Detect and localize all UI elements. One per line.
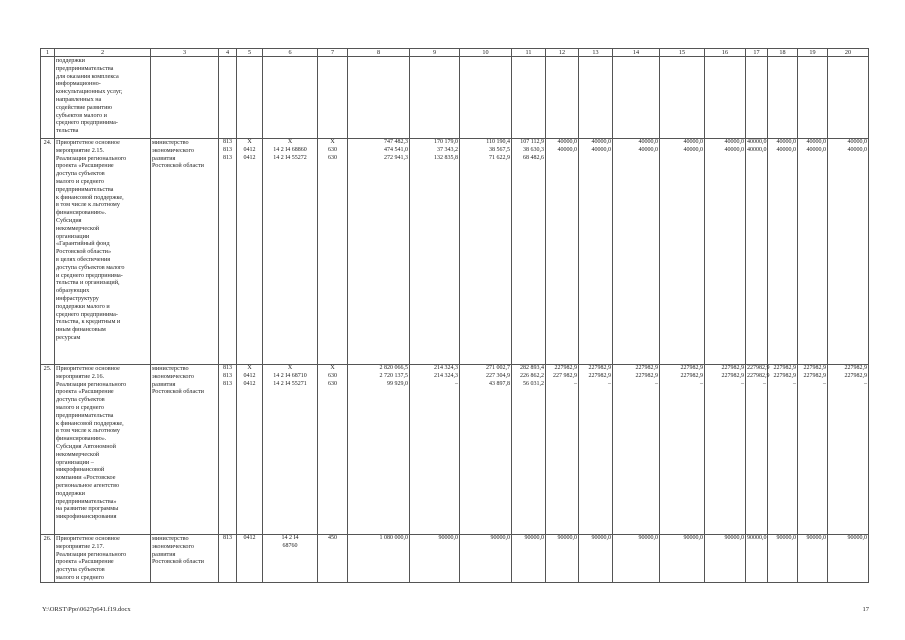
value-cell <box>348 139 410 365</box>
value-line <box>829 155 867 163</box>
value-cell <box>512 535 546 583</box>
value-line: X <box>287 365 293 371</box>
value-line: 227982,9 <box>803 365 826 371</box>
value-cell <box>579 535 613 583</box>
value-line <box>661 155 703 163</box>
column-number: 13 <box>579 49 613 57</box>
value-cell <box>613 535 660 583</box>
value-cell <box>219 57 237 139</box>
value-line: 226 862,2 <box>520 372 544 379</box>
value-line: 813 <box>223 372 232 379</box>
value-line: – <box>793 380 796 387</box>
value-cell <box>798 365 828 535</box>
column-number: 16 <box>705 49 746 57</box>
responsible-executor: министерство экономического развития Ростовской области <box>151 365 219 535</box>
value-cell <box>660 139 705 365</box>
budget-table <box>40 48 869 583</box>
value-line: 40000,0 <box>776 146 796 153</box>
value-line: 68 482,6 <box>523 154 544 161</box>
value-cell <box>546 139 579 365</box>
value-cell <box>768 57 798 139</box>
value-cell <box>219 365 237 535</box>
value-line: 90000,0 <box>490 535 510 541</box>
column-number: 3 <box>151 49 219 57</box>
value-cell <box>546 535 579 583</box>
value-cell <box>828 139 869 365</box>
value-cell <box>348 535 410 583</box>
value-line: 227982,9 <box>747 365 770 371</box>
value-line: 99 929,0 <box>387 380 408 387</box>
value-cell <box>546 57 579 139</box>
value-cell <box>705 57 746 139</box>
value-cell <box>237 57 263 139</box>
value-line: 227982,9 <box>635 372 658 379</box>
value-cell <box>613 365 660 535</box>
table-row <box>41 139 869 365</box>
value-line: 38 630,3 <box>523 146 544 153</box>
value-line: 14 2 I4 55272 <box>273 154 307 161</box>
value-cell <box>798 535 828 583</box>
measure-description: поддержки предпринимательства для оказания комплекса информационно- консультационных услуг, направленных на содействие развитию субъектов малого и среднего предпринима- тельства <box>55 57 151 139</box>
column-number: 8 <box>348 49 410 57</box>
value-cell <box>348 365 410 535</box>
row-number: 24. <box>41 139 55 365</box>
value-cell <box>348 57 410 139</box>
column-number: 1 <box>41 49 55 57</box>
value-line: 227982,9 <box>588 372 611 379</box>
value-line: – <box>655 380 658 387</box>
column-number: 2 <box>55 49 151 57</box>
value-line: 227982,9 <box>588 365 611 371</box>
value-line: 14 2 I4 68710 <box>273 372 307 379</box>
value-line: 90000,0 <box>683 535 703 541</box>
value-line: 90000,0 <box>806 535 826 541</box>
measure-description: Приоритетное основное мероприятие 2.16. Реализация регионального проекта «Расширение доступа субъектов малого и среднего предпринимательства к финансовой поддержке, в том числе к льготному финансированию». Субсидия Автономной некоммерческой организации – микрофинансовой компании «Ростовское региональное агентство поддержки предпринимательства» на развитие программы микрофинансирования <box>55 365 151 535</box>
value-line <box>547 155 577 163</box>
value-line: 56 031,2 <box>523 380 544 387</box>
value-cell <box>746 139 768 365</box>
value-line: 214 324,3 <box>434 372 458 379</box>
value-line: 40000,0 <box>776 139 796 145</box>
value-cell <box>613 139 660 365</box>
value-line: X <box>247 365 252 371</box>
value-cell <box>660 57 705 139</box>
value-cell <box>746 365 768 535</box>
value-line: 450 <box>328 535 337 541</box>
value-cell <box>512 139 546 365</box>
value-line: 90000,0 <box>557 535 577 541</box>
responsible-executor: министерство экономического развития Ростовской области <box>151 535 219 583</box>
value-line: 227982,9 <box>747 372 770 379</box>
value-cell <box>660 535 705 583</box>
value-cell <box>828 365 869 535</box>
value-cell <box>410 57 460 139</box>
measure-description: Приоритетное основное мероприятие 2.15. Реализация регионального проекта «Расширение доступа субъектов малого и среднего предпринимательства к финансовой поддержке, в том числе к льготному финансированию». Субсидия некоммерческой организации «Гарантийный фонд Ростовской области» в целях обеспечения доступа субъектов малого и среднего предпринима- тельства и организаций, образующих инфраструктуру поддержки малого и среднего предпринима- тельства, к кредитным и иным финансовым ресурсам <box>55 139 151 365</box>
value-line: 0412 <box>243 535 256 541</box>
header-row <box>41 49 869 57</box>
column-number: 20 <box>828 49 869 57</box>
value-line: 90000,0 <box>776 535 796 541</box>
value-cell <box>512 57 546 139</box>
value-line: 214 324,3 <box>434 365 458 371</box>
value-line: 40000,0 <box>806 146 826 153</box>
value-line: 227982,9 <box>773 372 796 379</box>
value-line: – <box>763 380 766 387</box>
table-row <box>41 365 869 535</box>
row-number <box>41 57 55 139</box>
value-line: 227 304,9 <box>486 372 510 379</box>
value-line: 40000,0 <box>638 146 658 153</box>
value-line <box>706 155 744 163</box>
value-line: 71 622,9 <box>489 154 510 161</box>
column-number: 6 <box>263 49 318 57</box>
value-line: 40000,0 <box>557 139 577 145</box>
value-line: 813 <box>223 146 232 153</box>
value-cell <box>263 365 318 535</box>
value-cell <box>705 139 746 365</box>
value-line: 271 002,7 <box>486 365 510 371</box>
value-line: 40000,0 <box>591 146 611 153</box>
value-cell <box>460 365 512 535</box>
column-number: 5 <box>237 49 263 57</box>
value-cell <box>660 365 705 535</box>
value-line: 227982,9 <box>721 372 744 379</box>
value-cell <box>318 365 348 535</box>
value-line: 90000,0 <box>591 535 611 541</box>
value-line: X <box>287 139 293 145</box>
value-line: 14 2 I4 55271 <box>273 380 307 387</box>
value-line: 227982,9 <box>721 365 744 371</box>
value-line: 40000,0 <box>557 146 577 153</box>
value-cell <box>318 535 348 583</box>
column-number: 4 <box>219 49 237 57</box>
value-cell <box>219 139 237 365</box>
value-cell <box>768 535 798 583</box>
value-cell <box>798 139 828 365</box>
value-line: 0412 <box>243 380 256 387</box>
column-number: 10 <box>460 49 512 57</box>
column-number: 9 <box>410 49 460 57</box>
footer-file-path: Y:\ORST\Ppo\0627p641.f19.docx <box>42 606 131 613</box>
value-cell <box>579 57 613 139</box>
value-cell <box>746 57 768 139</box>
value-line: 40000,0 <box>806 139 826 145</box>
value-line: 227982,9 <box>803 372 826 379</box>
value-cell <box>219 535 237 583</box>
value-line: 813 <box>223 380 232 387</box>
value-line: 0412 <box>243 372 256 379</box>
value-line: 813 <box>223 139 232 145</box>
value-line: 90000,0 <box>747 535 767 541</box>
value-cell <box>318 139 348 365</box>
value-cell <box>705 365 746 535</box>
column-number: 12 <box>546 49 579 57</box>
row-number: 25. <box>41 365 55 535</box>
value-line: 132 835,8 <box>434 154 458 161</box>
value-cell <box>579 139 613 365</box>
value-line <box>614 155 658 163</box>
value-line: 813 <box>223 535 232 541</box>
value-line: – <box>455 380 458 387</box>
column-number: 17 <box>746 49 768 57</box>
value-line: – <box>741 380 744 387</box>
value-cell <box>828 57 869 139</box>
value-line: 227982,9 <box>635 365 658 371</box>
value-line: 474 541,0 <box>384 146 408 153</box>
value-line: 2 720 137,5 <box>379 372 408 379</box>
value-cell <box>410 139 460 365</box>
value-line: 1 080 000,0 <box>379 535 408 541</box>
value-cell <box>410 535 460 583</box>
value-line: 14 2 I4 68860 <box>273 146 307 153</box>
table-row <box>41 535 869 583</box>
column-number: 14 <box>613 49 660 57</box>
value-line: 227 982,9 <box>553 372 577 379</box>
table-row <box>41 57 869 139</box>
value-line: 2 820 066,5 <box>379 365 408 371</box>
value-line <box>769 155 796 163</box>
value-line: 38 567,5 <box>489 146 510 153</box>
value-cell <box>460 535 512 583</box>
column-number: 18 <box>768 49 798 57</box>
value-line: – <box>700 380 703 387</box>
value-cell <box>512 365 546 535</box>
value-cell <box>237 139 263 365</box>
value-line: 40000,0 <box>847 139 867 145</box>
value-line: – <box>864 380 867 387</box>
value-line: 40000,0 <box>724 139 744 145</box>
value-line <box>747 155 766 163</box>
value-cell <box>237 365 263 535</box>
value-line: 227982,9 <box>680 372 703 379</box>
value-line: 630 <box>328 146 337 153</box>
value-line: 630 <box>328 372 337 379</box>
value-cell <box>828 535 869 583</box>
value-line: 813 <box>223 154 232 161</box>
value-line: 813 <box>223 365 232 371</box>
value-cell <box>579 365 613 535</box>
value-cell <box>705 535 746 583</box>
value-line: 14 2 I4 68760 <box>281 535 299 549</box>
row-number: 26. <box>41 535 55 583</box>
value-line: 630 <box>328 380 337 387</box>
footer-page-number: 17 <box>862 606 869 613</box>
value-line: 170 179,0 <box>434 139 458 145</box>
value-line: 227982,9 <box>844 365 867 371</box>
value-line <box>799 155 826 163</box>
value-line: 90000,0 <box>724 535 744 541</box>
value-cell <box>613 57 660 139</box>
value-line: 40000,0 <box>638 139 658 145</box>
value-cell <box>263 139 318 365</box>
value-cell <box>746 535 768 583</box>
value-line: 747 482,3 <box>384 139 408 145</box>
value-line: 107 112,9 <box>520 139 544 145</box>
value-line: 90000,0 <box>524 535 544 541</box>
value-line: X <box>330 365 335 371</box>
value-line: – <box>823 380 826 387</box>
column-number: 7 <box>318 49 348 57</box>
value-line: 40000,0 <box>747 146 767 153</box>
value-line: 227982,9 <box>554 365 577 371</box>
value-line: – <box>608 380 611 387</box>
value-cell <box>546 365 579 535</box>
value-line: X <box>247 139 252 145</box>
value-line: 40000,0 <box>847 146 867 153</box>
value-line: – <box>574 380 577 387</box>
value-line: 40000,0 <box>683 146 703 153</box>
value-line: 272 941,3 <box>384 154 408 161</box>
value-line: 90000,0 <box>438 535 458 541</box>
value-line: 40000,0 <box>747 139 767 145</box>
value-line: 0412 <box>243 154 256 161</box>
value-cell <box>768 139 798 365</box>
column-number: 19 <box>798 49 828 57</box>
value-line: 90000,0 <box>638 535 658 541</box>
column-number: 11 <box>512 49 546 57</box>
value-line: 40000,0 <box>724 146 744 153</box>
value-line: 43 897,8 <box>489 380 510 387</box>
value-line: 40000,0 <box>591 139 611 145</box>
measure-description: Приоритетное основное мероприятие 2.17. Реализация регионального проекта «Расширение доступа субъектов малого и среднего <box>55 535 151 583</box>
value-cell <box>263 57 318 139</box>
value-line: 282 893,4 <box>520 365 544 371</box>
value-cell <box>460 57 512 139</box>
value-line: 110 190,4 <box>486 139 510 145</box>
value-cell <box>460 139 512 365</box>
value-cell <box>768 365 798 535</box>
responsible-executor: министерство экономического развития Ростовской области <box>151 139 219 365</box>
responsible-executor <box>151 57 219 139</box>
value-line: 227982,9 <box>773 365 796 371</box>
value-cell <box>318 57 348 139</box>
value-line: 630 <box>328 154 337 161</box>
value-line: 90000,0 <box>847 535 867 541</box>
value-cell <box>237 535 263 583</box>
value-line: 37 343,2 <box>437 146 458 153</box>
value-cell <box>798 57 828 139</box>
value-line: 40000,0 <box>683 139 703 145</box>
value-line: 227982,9 <box>844 372 867 379</box>
value-line <box>580 155 611 163</box>
value-cell <box>263 535 318 583</box>
value-cell <box>410 365 460 535</box>
column-number: 15 <box>660 49 705 57</box>
value-line: X <box>330 139 335 145</box>
value-line: 0412 <box>243 146 256 153</box>
value-line: 227982,9 <box>680 365 703 371</box>
